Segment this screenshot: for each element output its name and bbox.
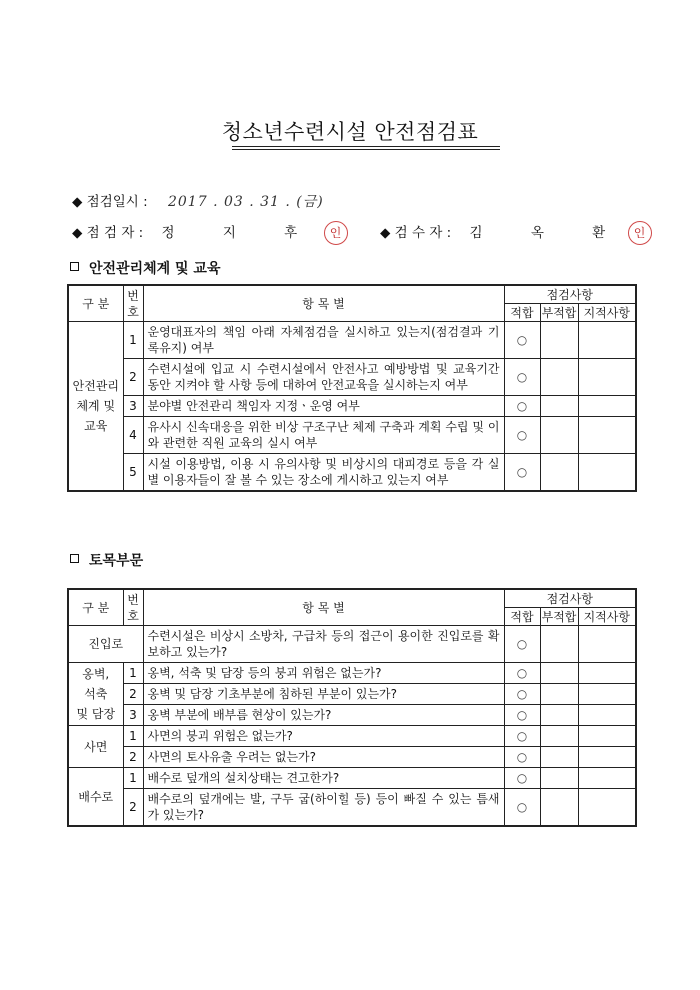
section1-heading [70, 258, 220, 278]
bad-cell [540, 454, 578, 492]
document-title: 청소년수련시설 안전점검표 [221, 120, 479, 144]
remarks-cell [578, 454, 636, 492]
category-cell: 옹벽, 석축 및 담장 [68, 663, 123, 726]
remarks-cell [578, 747, 636, 768]
ok-mark: ○ [504, 726, 540, 747]
bad-cell [540, 768, 578, 789]
ok-mark: ○ [504, 705, 540, 726]
reviewer-row [380, 221, 652, 245]
item-number: 3 [123, 396, 143, 417]
header-number: 번호 [123, 285, 143, 322]
reviewer-name: 김 옥 환 [469, 225, 628, 241]
square-bullet-icon [70, 554, 79, 563]
remarks-cell [578, 705, 636, 726]
item-number: 1 [123, 322, 143, 359]
bad-cell [540, 789, 578, 827]
inspector-name: 정 지 후 [161, 225, 320, 241]
bad-cell [540, 322, 578, 359]
item-number: 1 [123, 768, 143, 789]
header-number: 번호 [123, 589, 143, 626]
remarks-cell [578, 768, 636, 789]
header-bad: 부적합 [540, 608, 578, 626]
category-cell: 사면 [68, 726, 123, 768]
bad-cell [540, 726, 578, 747]
header-check: 점검사항 [504, 285, 636, 304]
table-row [68, 322, 636, 359]
civil-engineering-table [67, 588, 637, 827]
item-number: 2 [123, 747, 143, 768]
item-number: 2 [123, 359, 143, 396]
item-text: 분야별 안전관리 책임자 지정ㆍ운영 여부 [143, 396, 504, 417]
ok-mark: ○ [504, 768, 540, 789]
remarks-cell [578, 726, 636, 747]
section1-title: 안전관리체계 및 교육 [89, 261, 221, 277]
header-category: 구 분 [68, 589, 123, 626]
item-number: 4 [123, 417, 143, 454]
title-underline [232, 146, 500, 147]
header-bad: 부적합 [540, 304, 578, 322]
table-row [68, 396, 636, 417]
section2-heading [70, 550, 143, 570]
table-row [68, 663, 636, 684]
ok-mark: ○ [504, 454, 540, 492]
table-row [68, 684, 636, 705]
item-number: 1 [123, 663, 143, 684]
item-number: 5 [123, 454, 143, 492]
table-row [68, 626, 636, 663]
remarks-cell [578, 626, 636, 663]
ok-mark: ○ [504, 359, 540, 396]
bad-cell [540, 417, 578, 454]
item-number: 2 [123, 789, 143, 827]
category-cell: 진입로 [68, 626, 143, 663]
table-row [68, 454, 636, 492]
section2-title: 토목부문 [89, 553, 144, 569]
reviewer-seal: 인 [628, 221, 652, 245]
ok-mark: ○ [504, 789, 540, 827]
table-row [68, 768, 636, 789]
header-ok: 적합 [504, 608, 540, 626]
inspector-label: ◆ 점 검 자 : [72, 225, 144, 241]
ok-mark: ○ [504, 663, 540, 684]
item-number: 2 [123, 684, 143, 705]
header-category: 구 분 [68, 285, 123, 322]
header-remarks: 지적사항 [578, 304, 636, 322]
ok-mark: ○ [504, 626, 540, 663]
inspector-seal: 인 [324, 221, 348, 245]
bad-cell [540, 684, 578, 705]
item-text: 사면의 붕괴 위험은 없는가? [143, 726, 504, 747]
date-label: ◆ 점검일시 : [72, 194, 148, 210]
ok-mark: ○ [504, 417, 540, 454]
safety-management-table [67, 284, 637, 492]
table-row [68, 417, 636, 454]
item-text: 수련시설은 비상시 소방차, 구급차 등의 접근이 용이한 진입로를 확보하고 있는가? [143, 626, 504, 663]
remarks-cell [578, 789, 636, 827]
item-text: 사면의 토사유출 우려는 없는가? [143, 747, 504, 768]
table-row [68, 726, 636, 747]
header-check: 점검사항 [504, 589, 636, 608]
header-items: 항 목 별 [143, 285, 504, 322]
item-text: 배수로의 덮개에는 발, 구두 굽(하이힐 등) 등이 빠질 수 있는 틈새가 있는가? [143, 789, 504, 827]
item-text: 배수로 덮개의 설치상태는 견고한가? [143, 768, 504, 789]
table-row [68, 705, 636, 726]
item-text: 운영대표자의 책임 아래 자체점검을 실시하고 있는지(점검결과 기록유지) 여부 [143, 322, 504, 359]
item-number: 3 [123, 705, 143, 726]
category-cell: 배수로 [68, 768, 123, 827]
square-bullet-icon [70, 262, 79, 271]
header-ok: 적합 [504, 304, 540, 322]
item-text: 옹벽 및 담장 기초부분에 침하된 부분이 있는가? [143, 684, 504, 705]
category-cell: 안전관리 체계 및 교육 [68, 322, 123, 492]
item-text: 시설 이용방법, 이용 시 유의사항 및 비상시의 대피경로 등을 각 실별 이용자들이 잘 볼 수 있는 장소에 게시하고 있는지 여부 [143, 454, 504, 492]
ok-mark: ○ [504, 396, 540, 417]
item-text: 유사시 신속대응을 위한 비상 구조구난 체제 구축과 계획 수립 및 이와 관련한 직원 교육의 실시 여부 [143, 417, 504, 454]
date-value: 2017 . 03 . 31 . (금) [167, 194, 324, 210]
remarks-cell [578, 396, 636, 417]
table-row [68, 359, 636, 396]
item-text: 옹벽, 석축 및 담장 등의 붕괴 위험은 없는가? [143, 663, 504, 684]
bad-cell [540, 396, 578, 417]
remarks-cell [578, 359, 636, 396]
item-text: 수련시설에 입교 시 수련시설에서 안전사고 예방방법 및 교육기간 동안 지켜야 할 사항 등에 대하여 안전교육을 실시하는지 여부 [143, 359, 504, 396]
remarks-cell [578, 684, 636, 705]
bad-cell [540, 663, 578, 684]
remarks-cell [578, 417, 636, 454]
inspector-row [72, 221, 348, 245]
date-row [72, 190, 324, 211]
bad-cell [540, 359, 578, 396]
title-underline-2 [232, 149, 500, 150]
header-items: 항 목 별 [143, 589, 504, 626]
reviewer-label: ◆ 검 수 자 : [380, 225, 452, 241]
remarks-cell [578, 663, 636, 684]
ok-mark: ○ [504, 322, 540, 359]
header-remarks: 지적사항 [578, 608, 636, 626]
ok-mark: ○ [504, 747, 540, 768]
item-text: 옹벽 부분에 배부름 현상이 있는가? [143, 705, 504, 726]
bad-cell [540, 626, 578, 663]
table-row [68, 747, 636, 768]
bad-cell [540, 747, 578, 768]
ok-mark: ○ [504, 684, 540, 705]
remarks-cell [578, 322, 636, 359]
bad-cell [540, 705, 578, 726]
table-row [68, 789, 636, 827]
item-number: 1 [123, 726, 143, 747]
